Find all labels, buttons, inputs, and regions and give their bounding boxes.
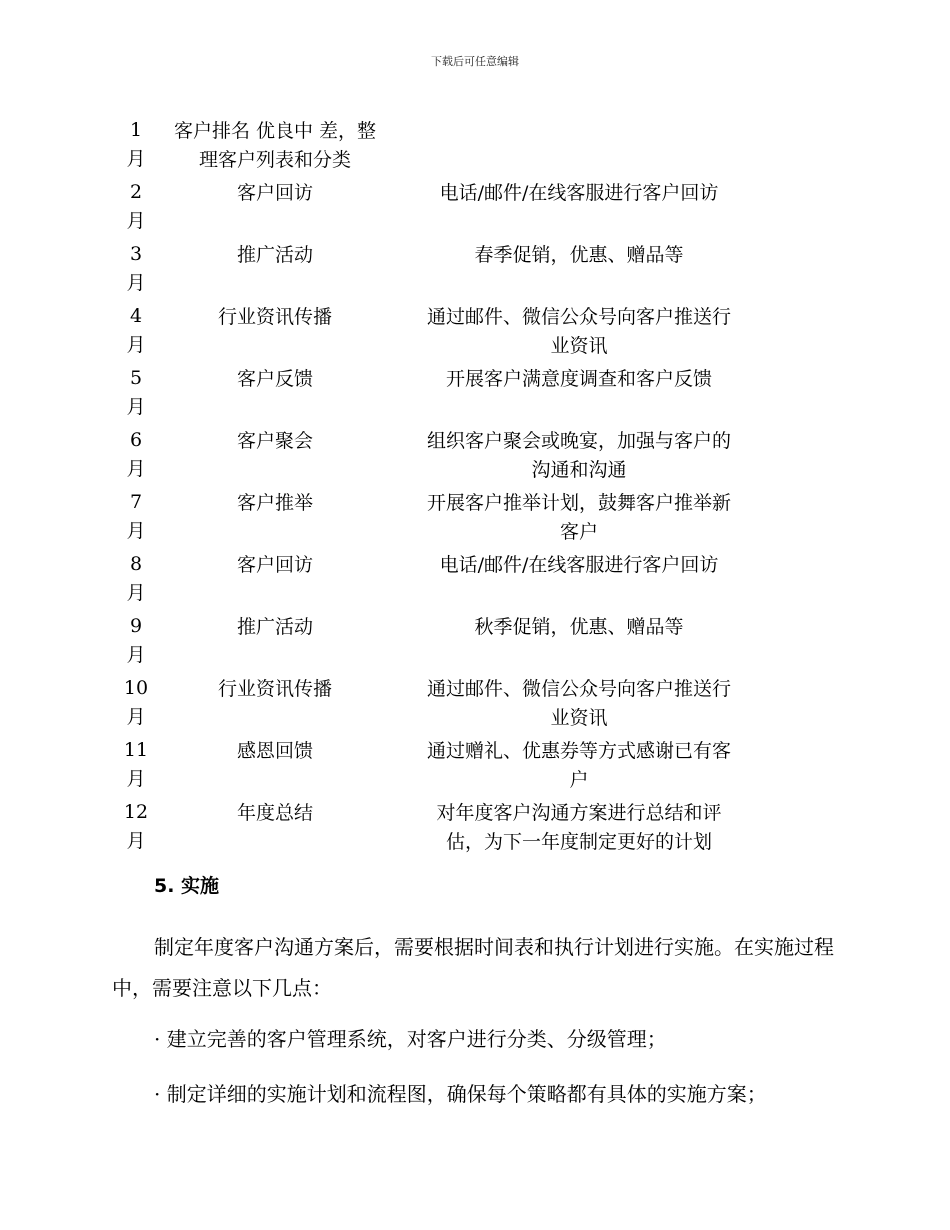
month-unit: 月 bbox=[126, 706, 146, 728]
month-number: 2 bbox=[129, 181, 143, 203]
activity-cell bbox=[160, 674, 390, 736]
activity-cell bbox=[160, 364, 390, 426]
month-unit: 月 bbox=[126, 644, 146, 666]
schedule-row bbox=[112, 116, 802, 178]
month-number: 8 bbox=[129, 553, 143, 575]
schedule-row bbox=[112, 364, 802, 426]
description-cell bbox=[390, 116, 760, 178]
activity-text: 理客户列表和分类 bbox=[198, 149, 351, 171]
activity-cell bbox=[160, 426, 390, 488]
description-cell bbox=[390, 426, 760, 488]
month-unit: 月 bbox=[126, 830, 146, 852]
activity-cell bbox=[160, 612, 390, 674]
month-number: 7 bbox=[129, 491, 143, 513]
description-text: 业资讯 bbox=[550, 707, 608, 729]
month-unit: 月 bbox=[126, 582, 146, 604]
activity-text: 客户排名 优良中 差，整 bbox=[173, 120, 377, 142]
description-cell bbox=[390, 302, 760, 364]
activity-text: 感恩回馈 bbox=[236, 740, 313, 762]
month-cell bbox=[112, 674, 160, 736]
page-header: 下载后可任意编辑 bbox=[431, 55, 519, 68]
month-unit: 月 bbox=[126, 272, 146, 294]
month-unit: 月 bbox=[126, 458, 146, 480]
activity-cell bbox=[160, 736, 390, 798]
description-cell bbox=[390, 612, 760, 674]
description-text: 对年度客户沟通方案进行总结和评 bbox=[436, 802, 722, 824]
month-number: 10 bbox=[123, 677, 149, 699]
description-text: 估，为下一年度制定更好的计划 bbox=[445, 831, 712, 853]
month-cell bbox=[112, 426, 160, 488]
description-cell bbox=[390, 178, 760, 240]
schedule-row bbox=[112, 612, 802, 674]
description-text: 开展客户推举计划，鼓舞客户推举新 bbox=[426, 492, 731, 514]
month-cell bbox=[112, 364, 160, 426]
activity-text: 行业资讯传播 bbox=[217, 306, 332, 328]
description-text: 秋季促销，优惠、赠品等 bbox=[474, 616, 684, 638]
description-text: 电话/邮件/在线客服进行客户回访 bbox=[439, 554, 719, 576]
description-cell bbox=[390, 736, 760, 798]
schedule-row bbox=[112, 736, 802, 798]
description-cell bbox=[390, 364, 760, 426]
description-cell bbox=[390, 674, 760, 736]
month-number: 1 bbox=[129, 119, 143, 141]
description-text: 业资讯 bbox=[550, 335, 608, 357]
description-text: 沟通和沟通 bbox=[531, 459, 627, 481]
description-text: 开展客户满意度调查和客户反馈 bbox=[445, 368, 712, 390]
month-unit: 月 bbox=[126, 334, 146, 356]
schedule-row bbox=[112, 798, 802, 860]
month-cell bbox=[112, 178, 160, 240]
bullet-item: · 制定详细的实施计划和流程图，确保每个策略都有具体的实施方案； bbox=[154, 1082, 767, 1106]
month-unit: 月 bbox=[126, 520, 146, 542]
activity-cell bbox=[160, 240, 390, 302]
schedule-row bbox=[112, 240, 802, 302]
month-number: 5 bbox=[129, 367, 143, 389]
activity-cell bbox=[160, 488, 390, 550]
schedule-row bbox=[112, 488, 802, 550]
section-paragraph: 制定年度客户沟通方案后，需要根据时间表和执行计划进行实施。在实施过程中，需要注意以下几点： bbox=[112, 935, 834, 1000]
month-unit: 月 bbox=[126, 768, 146, 790]
month-cell bbox=[112, 240, 160, 302]
schedule-row bbox=[112, 674, 802, 736]
month-cell bbox=[112, 302, 160, 364]
month-unit: 月 bbox=[126, 210, 146, 232]
description-text: 客户 bbox=[559, 521, 598, 543]
activity-text: 客户回访 bbox=[236, 554, 313, 576]
description-text: 通过赠礼、优惠券等方式感谢已有客 bbox=[426, 740, 731, 762]
schedule-row bbox=[112, 426, 802, 488]
schedule-row bbox=[112, 302, 802, 364]
schedule-table bbox=[112, 116, 802, 860]
description-text: 通过邮件、微信公众号向客户推送行 bbox=[426, 678, 731, 700]
month-number: 3 bbox=[129, 243, 143, 265]
month-cell bbox=[112, 612, 160, 674]
description-cell bbox=[390, 488, 760, 550]
month-cell bbox=[112, 116, 160, 178]
description-text: 春季促销，优惠、赠品等 bbox=[474, 244, 684, 266]
activity-text: 年度总结 bbox=[236, 802, 313, 824]
month-number: 11 bbox=[123, 739, 149, 761]
activity-cell bbox=[160, 798, 390, 860]
activity-text: 推广活动 bbox=[236, 244, 313, 266]
activity-text: 客户聚会 bbox=[236, 430, 313, 452]
bullet-item: · 建立完善的客户管理系统，对客户进行分类、分级管理； bbox=[154, 1027, 667, 1051]
activity-text: 客户反馈 bbox=[236, 368, 313, 390]
description-text: 通过邮件、微信公众号向客户推送行 bbox=[426, 306, 731, 328]
month-cell bbox=[112, 488, 160, 550]
schedule-row bbox=[112, 178, 802, 240]
description-cell bbox=[390, 798, 760, 860]
activity-cell bbox=[160, 302, 390, 364]
month-unit: 月 bbox=[126, 148, 146, 170]
description-text: 电话/邮件/在线客服进行客户回访 bbox=[439, 182, 719, 204]
activity-cell bbox=[160, 178, 390, 240]
activity-cell bbox=[160, 116, 390, 178]
month-number: 12 bbox=[123, 801, 149, 823]
description-cell bbox=[390, 550, 760, 612]
month-cell bbox=[112, 798, 160, 860]
activity-text: 客户推举 bbox=[236, 492, 313, 514]
description-text: 组织客户聚会或晚宴，加强与客户的 bbox=[426, 430, 731, 452]
section-title: 5. 实施 bbox=[154, 875, 220, 897]
schedule-row bbox=[112, 550, 802, 612]
month-cell bbox=[112, 736, 160, 798]
month-number: 9 bbox=[129, 615, 143, 637]
month-number: 4 bbox=[129, 305, 143, 327]
description-cell bbox=[390, 240, 760, 302]
activity-cell bbox=[160, 550, 390, 612]
month-cell bbox=[112, 550, 160, 612]
activity-text: 客户回访 bbox=[236, 182, 313, 204]
activity-text: 推广活动 bbox=[236, 616, 313, 638]
month-number: 6 bbox=[129, 429, 143, 451]
month-unit: 月 bbox=[126, 396, 146, 418]
activity-text: 行业资讯传播 bbox=[217, 678, 332, 700]
description-text: 户 bbox=[569, 769, 589, 791]
